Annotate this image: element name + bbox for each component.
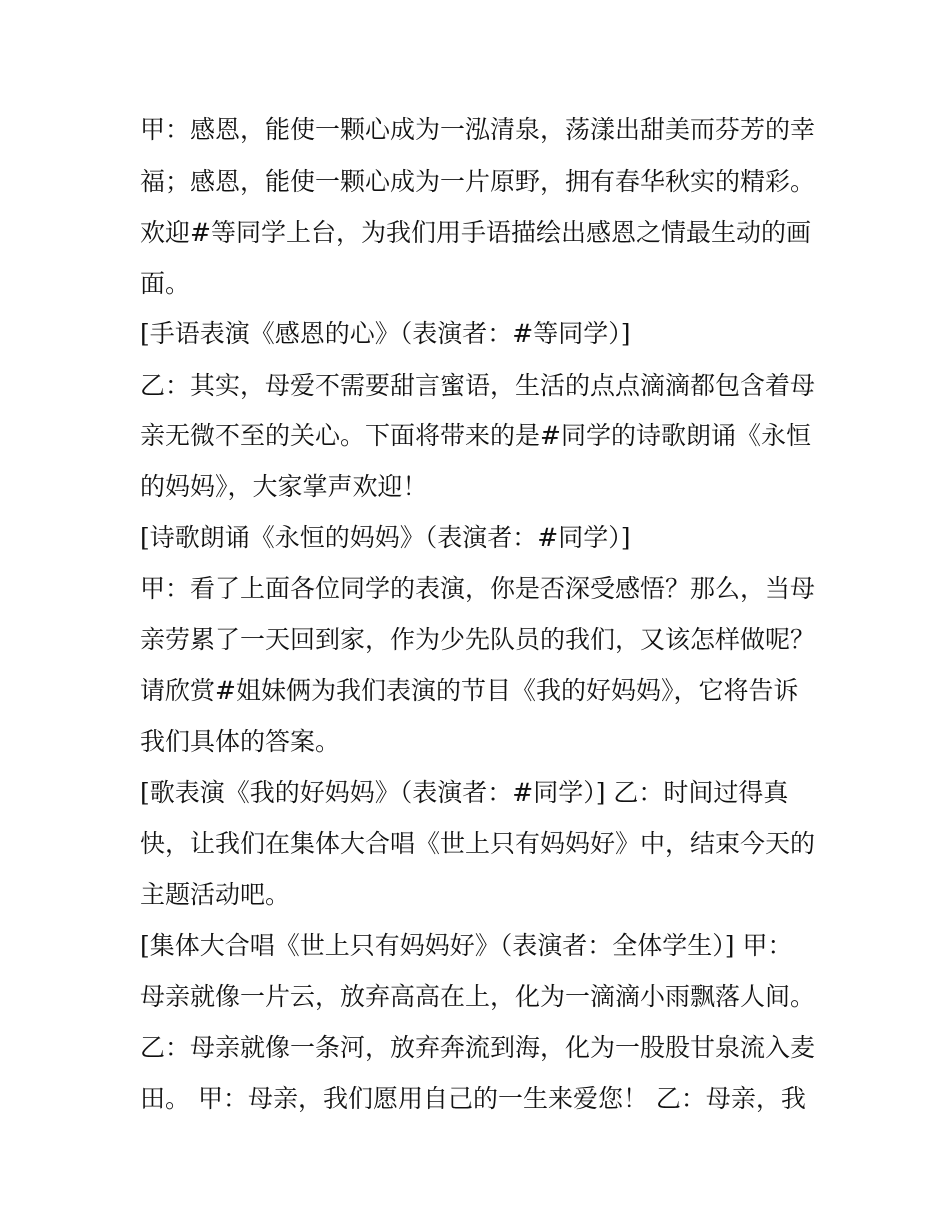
text-line: 欢迎#等同学上台，为我们用手语描绘出感恩之情最生动的画: [140, 218, 811, 247]
text-line: 主题活动吧。: [140, 880, 291, 909]
text-line: 亲无微不至的关心。下面将带来的是#同学的诗歌朗诵《永恒: [140, 421, 811, 450]
text-line: 请欣赏#姐妹俩为我们表演的节目《我的好妈妈》，它将告诉: [140, 676, 799, 705]
text-line: [诗歌朗诵《永恒的妈妈》（表演者：#同学）]: [140, 523, 631, 552]
text-line: 我们具体的答案。: [140, 727, 341, 756]
text-line: 福；感恩，能使一颗心成为一片原野，拥有春华秋实的精彩。: [140, 167, 816, 196]
text-line: 田。 甲：母亲，我们愿用自己的一生来爱您！ 乙：母亲，我: [140, 1084, 806, 1113]
text-line: 甲：感恩，能使一颗心成为一泓清泉，荡漾出甜美而芬芳的幸: [140, 115, 816, 144]
text-line: 甲：看了上面各位同学的表演，你是否深受感悟？那么，当母: [140, 574, 816, 603]
text-line: 乙：母亲就像一条河，放弃奔流到海，化为一股股甘泉流入麦: [140, 1033, 816, 1062]
text-line: 母亲就像一片云，放弃高高在上，化为一滴滴小雨飘落人间。: [140, 982, 816, 1011]
text-line: 面。: [140, 269, 191, 298]
text-line: [手语表演《感恩的心》（表演者：#等同学）]: [140, 319, 631, 348]
text-line: [歌表演《我的好妈妈》（表演者：#同学）] 乙：时间过得真: [140, 778, 789, 807]
text-line: 快，让我们在集体大合唱《世上只有妈妈好》中，结束今天的: [140, 829, 816, 858]
text-line: [集体大合唱《世上只有妈妈好》（表演者：全体学生）] 甲：: [140, 931, 793, 960]
text-line: 乙：其实，母爱不需要甜言蜜语，生活的点点滴滴都包含着母: [140, 371, 816, 400]
text-line: 的妈妈》，大家掌声欢迎！: [140, 472, 428, 501]
text-line: 亲劳累了一天回到家，作为少先队员的我们，又该怎样做呢？: [140, 625, 816, 654]
